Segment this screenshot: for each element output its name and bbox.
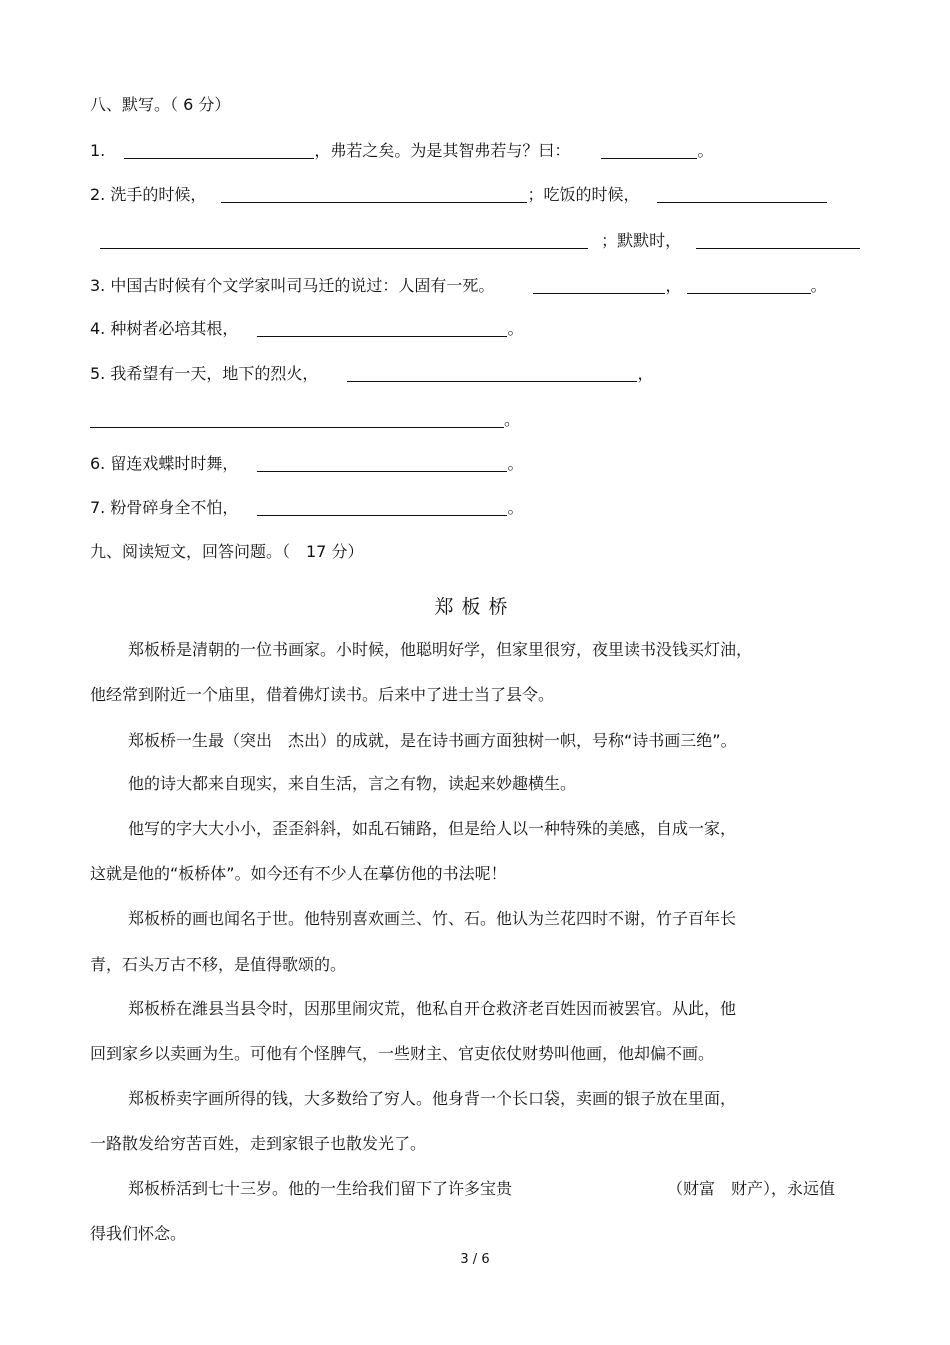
answer-blank[interactable] xyxy=(657,186,827,203)
item-number: 1. xyxy=(90,141,106,160)
dictation-item-5-cont xyxy=(90,410,520,430)
item-text: 粉骨碎身全不怕， xyxy=(110,498,239,517)
passage-line: 郑板桥的画也闻名于世。他特别喜欢画兰、竹、石。他认为兰花四时不谢，竹子百年长 xyxy=(128,909,737,928)
passage-line: 他的诗大都来自现实，来自生活，言之有物，读起来妙趣横生。 xyxy=(128,774,577,793)
section-8-heading: 八、默写。（ 6 分） xyxy=(90,95,231,114)
passage-line: （财富 财产），永远值 xyxy=(667,1179,836,1198)
passage-line: 郑板桥是清朝的一位书画家。小时候，他聪明好学，但家里很穷，夜里读书没钱买灯油， xyxy=(128,640,753,659)
dictation-item-2 xyxy=(90,185,827,205)
answer-blank[interactable] xyxy=(221,186,527,203)
passage-line: 青，石头万古不移，是值得歌颂的。 xyxy=(90,955,347,974)
item-text: 。 xyxy=(507,498,524,517)
answer-blank[interactable] xyxy=(100,232,588,249)
item-text: 我希望有一天，地下的烈火， xyxy=(110,364,319,383)
answer-blank[interactable] xyxy=(257,499,507,516)
passage-title: 郑板桥 xyxy=(434,596,516,618)
passage-line: 他写的字大大小小，歪歪斜斜，如乱石铺路，但是给人以一种特殊的美感，自成一家， xyxy=(128,819,737,838)
item-number: 2. xyxy=(90,185,106,204)
item-text: 。 xyxy=(507,319,524,338)
dictation-item-1 xyxy=(90,141,713,161)
dictation-item-2-cont xyxy=(100,231,860,251)
passage-line: 郑板桥一生最（突出 杰出）的成就，是在诗书画方面独树一帜，号称“诗书画三绝”。 xyxy=(128,731,737,750)
answer-blank[interactable] xyxy=(347,365,637,382)
passage-line: 郑板桥在潍县当县令时，因那里闹灾荒，他私自开仓救济老百姓因而被罢官。从此，他 xyxy=(128,999,737,1018)
item-text: ， xyxy=(665,276,682,295)
item-text: 洗手的时候， xyxy=(110,185,207,204)
dictation-item-5 xyxy=(90,364,653,384)
answer-blank[interactable] xyxy=(257,455,507,472)
answer-blank[interactable] xyxy=(90,411,504,428)
dictation-item-7 xyxy=(90,498,523,518)
passage-line: 郑板桥活到七十三岁。他的一生给我们留下了许多宝贵 xyxy=(128,1179,513,1198)
item-text: ，弗若之矣。为是其智弗若与？曰： xyxy=(314,141,571,160)
item-text: 。 xyxy=(810,276,827,295)
item-number: 3. xyxy=(90,276,106,295)
item-text: 留连戏蝶时时舞， xyxy=(110,454,239,473)
item-text: 种树者必培其根， xyxy=(110,319,239,338)
dictation-item-3 xyxy=(90,276,827,296)
item-text: ， xyxy=(637,364,654,383)
item-number: 6. xyxy=(90,454,106,473)
item-text: 。 xyxy=(697,141,714,160)
section-9-heading: 九、阅读短文，回答问题。（ 17 分） xyxy=(90,542,364,561)
item-text: 。 xyxy=(504,410,521,429)
dictation-item-4 xyxy=(90,319,523,339)
answer-blank[interactable] xyxy=(533,277,665,294)
passage-line: 这就是他的“板桥体”。如今还有不少人在摹仿他的书法呢！ xyxy=(90,864,507,883)
passage-line: 他经常到附近一个庙里，借着佛灯读书。后来中了进士当了县令。 xyxy=(90,685,555,704)
passage-line: 得我们怀念。 xyxy=(90,1224,187,1243)
passage-line: 一路散发给穷苦百姓，走到家银子也散发光了。 xyxy=(90,1134,427,1153)
answer-blank[interactable] xyxy=(257,320,507,337)
item-text: 中国古时候有个文学家叫司马迁的说过：人固有一死。 xyxy=(110,276,495,295)
page-number: 3 / 6 xyxy=(460,1252,490,1267)
answer-blank[interactable] xyxy=(124,142,314,159)
item-number: 7. xyxy=(90,498,106,517)
item-text: ；吃饭的时候， xyxy=(527,185,640,204)
dictation-item-6 xyxy=(90,454,523,474)
answer-blank[interactable] xyxy=(687,277,811,294)
item-text: 。 xyxy=(507,454,524,473)
passage-line: 郑板桥卖字画所得的钱，大多数给了穷人。他身背一个长口袋，卖画的银子放在里面， xyxy=(128,1089,737,1108)
answer-blank[interactable] xyxy=(696,232,860,249)
item-number: 5. xyxy=(90,364,106,383)
item-text: ；默默时， xyxy=(601,231,682,250)
answer-blank[interactable] xyxy=(601,142,697,159)
passage-line: 回到家乡以卖画为生。可他有个怪脾气，一些财主、官吏依仗财势叫他画，他却偏不画。 xyxy=(90,1044,715,1063)
item-number: 4. xyxy=(90,319,106,338)
